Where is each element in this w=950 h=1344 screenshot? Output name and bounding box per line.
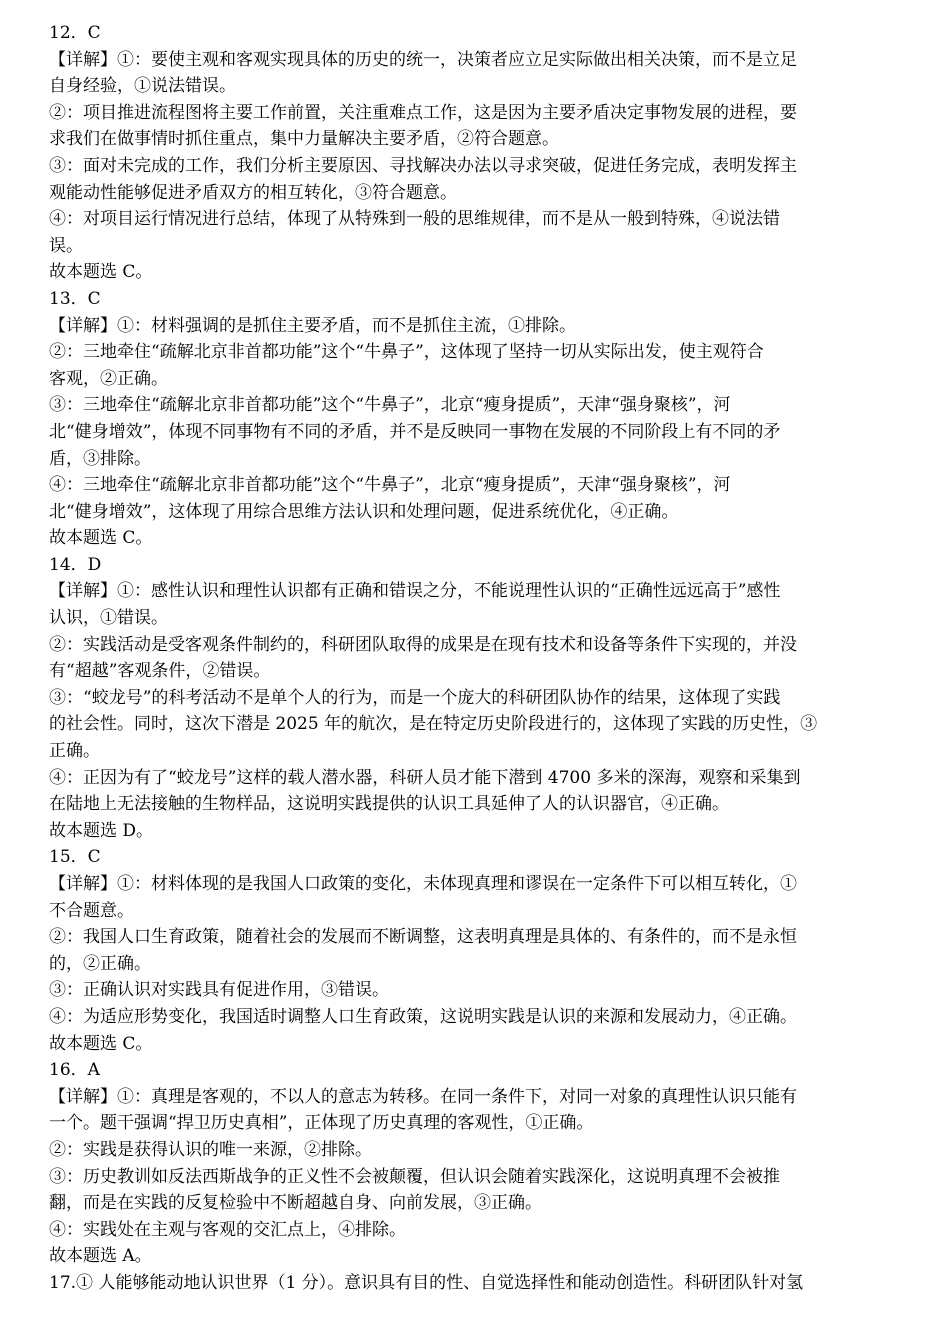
question-conclusion: 故本题选 D。: [49, 820, 154, 841]
explanation-line: ④：为适应形势变化，我国适时调整人口生育政策，这说明实践是认识的来源和发展动力，④正确。: [49, 1006, 797, 1027]
explanation-line: 【详解】①：材料强调的是抓住主要矛盾，而不是抓住主流，①排除。: [49, 315, 576, 336]
question-13: [49, 286, 892, 552]
explanation-line: ③：正确认识对实践具有促进作用，③错误。: [49, 980, 389, 1001]
explanation-line: 误。: [49, 235, 83, 256]
explanation-line: ②：我国人口生育政策，随着社会的发展而不断调整，这表明真理是具体的、有条件的，而不是永恒: [49, 927, 797, 948]
explanation-line: ④：对项目运行情况进行总结，体现了从特殊到一般的思维规律，而不是从一般到特殊，④说法错: [49, 209, 780, 230]
question-12: [49, 20, 892, 286]
explanation-line: 自身经验，①说法错误。: [49, 76, 236, 97]
explanation-line: ③：“蛟龙号”的科考活动不是单个人的行为，而是一个庞大的科研团队协作的结果，这体现了实践: [49, 687, 781, 708]
explanation-line: ②：实践活动是受客观条件制约的，科研团队取得的成果是在现有技术和设备等条件下实现的，并没: [49, 634, 797, 655]
question-15: [49, 844, 892, 1057]
explanation-line: 正确。: [49, 741, 100, 762]
explanation-line: 翻，而是在实践的反复检验中不断超越自身、向前发展，③正确。: [49, 1193, 542, 1214]
question-conclusion: 故本题选 C。: [49, 528, 153, 549]
question-14: [49, 552, 892, 845]
explanation-line: 求我们在做事情时抓住重点，集中力量解决主要矛盾，②符合题意。: [49, 129, 559, 150]
question-header: 14．D: [49, 554, 102, 575]
question-header: 12．C: [49, 23, 101, 43]
explanation-line: 的社会性。同时，这次下潜是 2025 年的航次，是在特定历史阶段进行的，这体现了实践的历史性，③: [49, 714, 818, 735]
explanation-line: ②：三地牵住“疏解北京非首都功能”这个“牛鼻子”，这体现了坚持一切从实际出发，使主观符合: [49, 342, 764, 363]
question-17: [49, 1270, 892, 1297]
explanation-line: ③：历史教训如反法西斯战争的正义性不会被颠覆，但认识会随着实践深化，这说明真理不会被推: [49, 1166, 780, 1187]
explanation-line: ③：面对未完成的工作，我们分析主要原因、寻找解决办法以寻求突破，促进任务完成，表明发挥主: [49, 155, 797, 176]
explanation-line: ④：三地牵住“疏解北京非首都功能”这个“牛鼻子”，北京“瘦身提质”，天津“强身聚核”，河: [49, 475, 731, 496]
explanation-line: 一个。题干强调“捍卫历史真相”，正体现了历史真理的客观性，①正确。: [49, 1113, 594, 1134]
question-17-answer-line: 17.① 人能够能动地认识世界（1 分）。意识具有目的性、自觉选择性和能动创造性。科研团队针对氢: [49, 1272, 804, 1293]
explanation-line: 北“健身增效”，这体现了用综合思维方法认识和处理问题，促进系统优化，④正确。: [49, 501, 679, 522]
explanation-line: ③：三地牵住“疏解北京非首都功能”这个“牛鼻子”，北京“瘦身提质”，天津“强身聚核”，河: [49, 395, 731, 416]
explanation-line: 在陆地上无法接触的生物样品，这说明实践提供的认识工具延伸了人的认识器官，④正确。: [49, 794, 729, 815]
explanation-line: 有“超越”客观条件，②错误。: [49, 661, 271, 682]
explanation-line: 【详解】①：感性认识和理性认识都有正确和错误之分，不能说理性认识的“正确性远远高于”感性: [49, 581, 781, 602]
explanation-line: 客观，②正确。: [49, 368, 168, 389]
question-16: [49, 1057, 892, 1270]
question-header: 13．C: [49, 288, 101, 309]
question-conclusion: 故本题选 A。: [49, 1246, 152, 1267]
explanation-line: ②：实践是获得认识的唯一来源，②排除。: [49, 1139, 372, 1160]
explanation-line: 北“健身增效”，体现不同事物有不同的矛盾，并不是反映同一事物在发展的不同阶段上有不同的矛: [49, 421, 781, 442]
explanation-line: ④：实践处在主观与客观的交汇点上，④排除。: [49, 1219, 406, 1240]
explanation-line: 认识，①错误。: [49, 608, 168, 629]
question-conclusion: 故本题选 C。: [49, 262, 153, 283]
explanation-line: 观能动性能够促进矛盾双方的相互转化，③符合题意。: [49, 182, 457, 203]
explanation-line: 不合题意。: [49, 900, 134, 921]
question-conclusion: 故本题选 C。: [49, 1033, 153, 1054]
explanation-line: ④：正因为有了“蛟龙号”这样的载人潜水器，科研人员才能下潜到 4700 多米的深海，观察和采集到: [49, 767, 801, 788]
explanation-line: 【详解】①：真理是客观的，不以人的意志为转移。在同一条件下，对同一对象的真理性认识只能有: [49, 1086, 797, 1107]
explanation-line: 【详解】①：要使主观和客观实现具体的历史的统一，决策者应立足实际做出相关决策，而不是立足: [49, 49, 797, 70]
question-header: 16．A: [49, 1060, 100, 1081]
question-header: 15．C: [49, 847, 101, 868]
explanation-line: 盾，③排除。: [49, 448, 151, 469]
explanation-line: ②：项目推进流程图将主要工作前置，关注重难点工作，这是因为主要矛盾决定事物发展的进程，要: [49, 102, 797, 123]
explanation-line: 的，②正确。: [49, 953, 151, 974]
explanation-line: 【详解】①：材料体现的是我国人口政策的变化，未体现真理和谬误在一定条件下可以相互转化，①: [49, 874, 797, 894]
